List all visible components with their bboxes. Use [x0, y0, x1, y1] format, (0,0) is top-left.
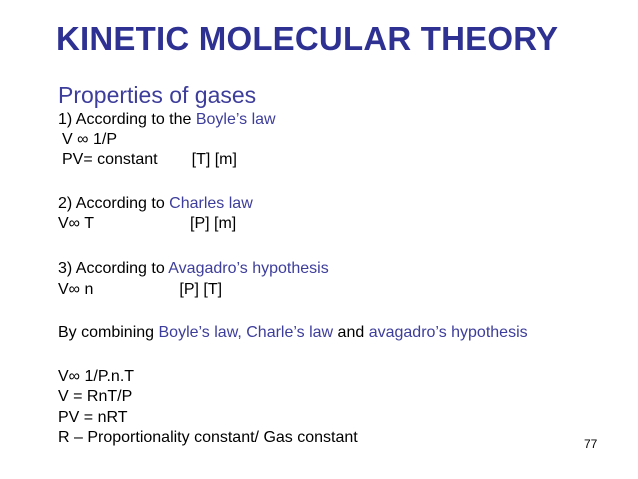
avogadro-constants: [P] [T] — [179, 281, 223, 298]
charles-relation-row — [58, 214, 236, 234]
charles-relation: V∞ T — [58, 215, 95, 232]
charles-law-label: Charles law — [169, 195, 253, 212]
combining-line — [58, 323, 528, 343]
avogadro-intro: 3) According to — [58, 260, 169, 277]
boyle-equation: PV= constant — [62, 151, 158, 168]
boyle-intro: 1) According to the — [58, 111, 196, 128]
combining-laws: Boyle’s law, Charle’s law — [158, 324, 334, 341]
result-line-3: PV = nRT — [58, 409, 128, 426]
combining-intro: By combining — [58, 324, 159, 341]
result-line-1: V∞ 1/P.n.T — [58, 368, 135, 385]
avogadro-relation: V∞ n — [58, 281, 94, 298]
avogadro-heading — [58, 259, 329, 279]
combining-and: and — [333, 324, 369, 341]
charles-constants: [P] [m] — [190, 215, 237, 232]
page-number: 77 — [584, 437, 598, 451]
boyle-constants: [T] [m] — [191, 151, 237, 168]
boyle-heading — [58, 110, 276, 130]
boyle-law-label: Boyle’s law — [195, 111, 276, 128]
boyle-relation: V ∞ 1/P — [62, 131, 117, 148]
result-line-4: R – Proportionality constant/ Gas constant — [58, 429, 358, 446]
avogadro-law-label: Avagadro’s hypothesis — [168, 260, 329, 277]
avogadro-relation-row — [58, 280, 222, 300]
charles-intro: 2) According to — [58, 195, 170, 212]
result-line-2: V = RnT/P — [58, 388, 133, 405]
slide-title: KINETIC MOLECULAR THEORY — [56, 20, 559, 57]
charles-heading — [58, 194, 253, 214]
boyle-equation-row — [62, 150, 237, 170]
slide-subtitle: Properties of gases — [58, 82, 257, 108]
combining-hypothesis: avagadro’s hypothesis — [368, 324, 528, 341]
